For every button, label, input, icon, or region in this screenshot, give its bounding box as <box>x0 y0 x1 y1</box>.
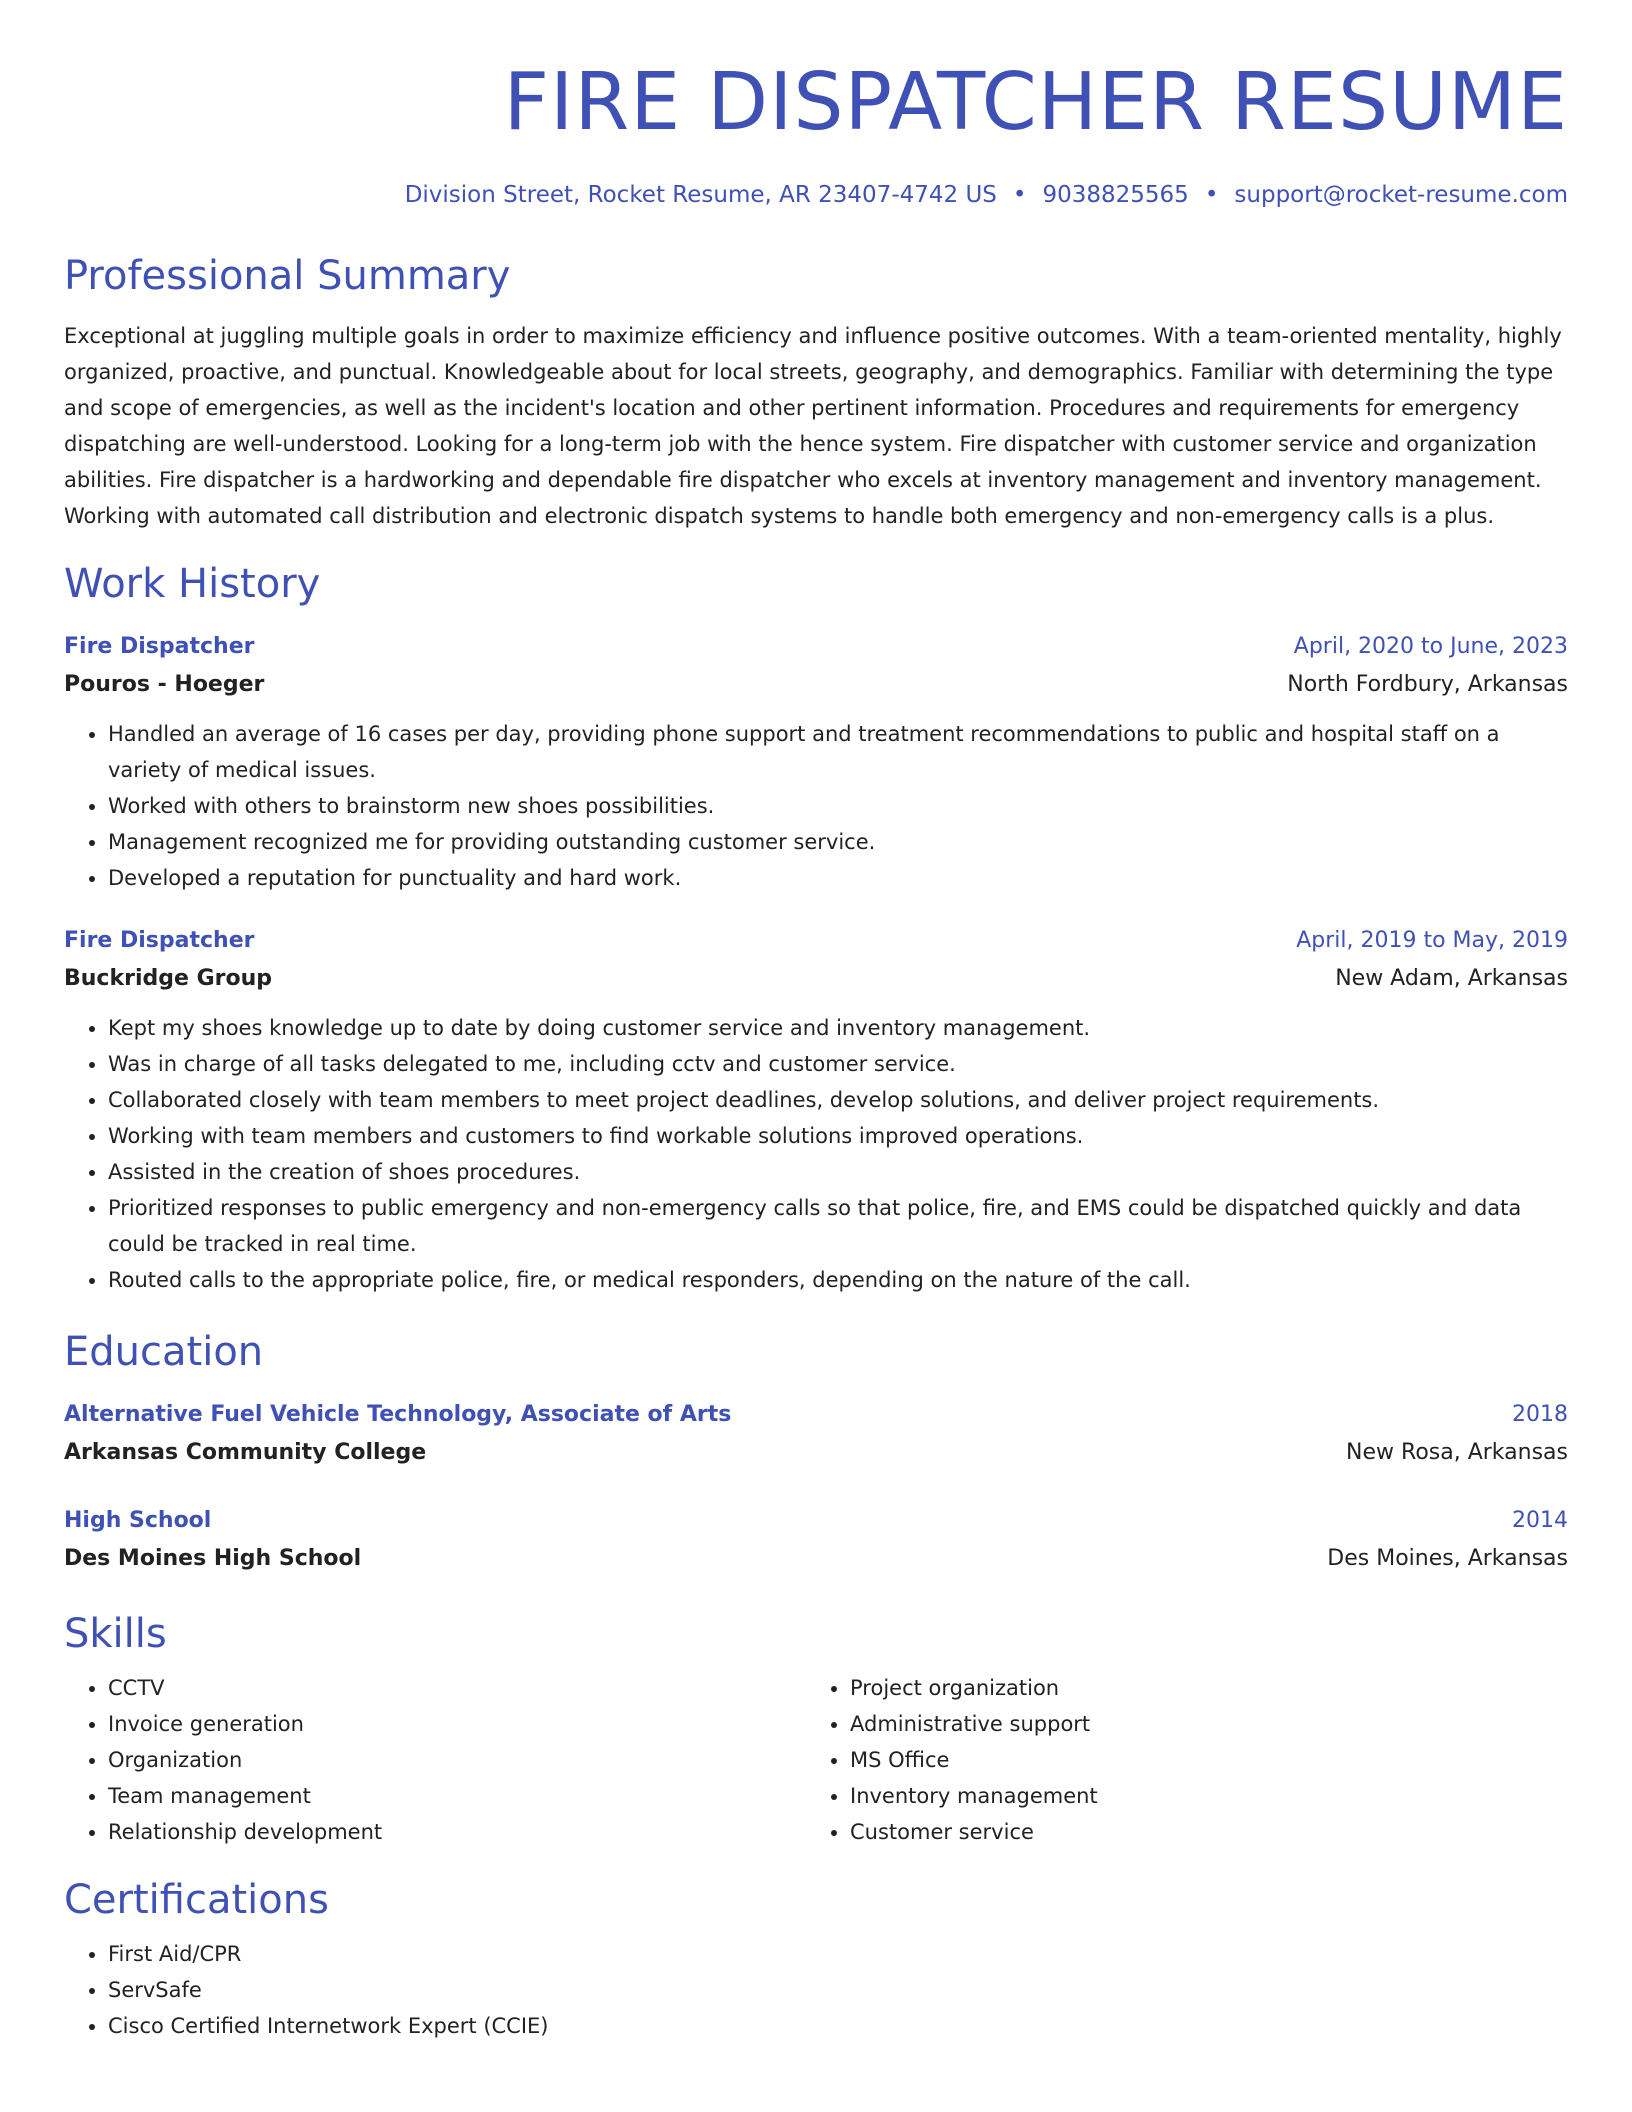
summary-heading: Professional Summary <box>64 253 511 299</box>
certification-item: • First Aid/CPR <box>108 1936 1568 1972</box>
contact-separator: • <box>1012 182 1027 208</box>
education-entry <box>64 1502 1568 1578</box>
education-entry <box>64 1396 1568 1472</box>
job-bullet: • Prioritized responses to public emergency and non-emergency calls so that police, fire, and EMS could be dispatched quickly and data could be tracked in real time. <box>108 1190 1568 1262</box>
skills-heading: Skills <box>64 1611 167 1657</box>
work-history-heading: Work History <box>64 561 321 607</box>
education-degree: Alternative Fuel Vehicle Technology, Associate of Arts <box>64 1402 732 1427</box>
job-role: Fire Dispatcher <box>64 634 255 659</box>
job-bullet: • Working with team members and customers to find workable solutions improved operations. <box>108 1118 1568 1154</box>
education-header-row <box>64 1502 1568 1540</box>
education-year: 2014 <box>1512 1508 1568 1533</box>
job-entry <box>64 922 1568 1298</box>
job-role: Fire Dispatcher <box>64 928 255 953</box>
job-entry <box>64 628 1568 896</box>
certification-item: • ServSafe <box>108 1972 1568 2008</box>
education-header-row <box>64 1396 1568 1434</box>
skills-columns <box>64 1670 1568 1850</box>
job-company: Buckridge Group <box>64 966 273 991</box>
education-year: 2018 <box>1512 1402 1568 1427</box>
job-dates: April, 2019 to May, 2019 <box>1296 928 1568 953</box>
certifications-list <box>64 1936 1568 2044</box>
contact-address: Division Street, Rocket Resume, AR 23407-4742 US <box>404 182 997 208</box>
job-company-row <box>64 666 1568 704</box>
contact-email: support@rocket-resume.com <box>1234 182 1568 208</box>
contact-separator: • <box>1204 182 1219 208</box>
job-company: Pouros - Hoeger <box>64 672 265 697</box>
job-bullet: • Worked with others to brainstorm new shoes possibilities. <box>108 788 1568 824</box>
education-location: Des Moines, Arkansas <box>1327 1546 1568 1571</box>
contact-phone: 9038825565 <box>1042 182 1189 208</box>
certifications-heading: Certifications <box>64 1877 329 1923</box>
job-company-row <box>64 960 1568 998</box>
resume-title: FIRE DISPATCHER RESUME <box>503 56 1568 148</box>
certification-item: • Cisco Certified Internetwork Expert (CCIE) <box>108 2008 1568 2044</box>
skill-item: • Invoice generation <box>108 1706 806 1742</box>
skill-item: • Relationship development <box>108 1814 806 1850</box>
skill-item: • Customer service <box>850 1814 1548 1850</box>
skill-item: • CCTV <box>108 1670 806 1706</box>
education-school: Arkansas Community College <box>64 1440 427 1465</box>
skill-item: • Project organization <box>850 1670 1548 1706</box>
skill-item: • MS Office <box>850 1742 1548 1778</box>
job-location: North Fordbury, Arkansas <box>1287 672 1568 697</box>
skills-list-left <box>64 1670 806 1850</box>
job-bullet: • Kept my shoes knowledge up to date by doing customer service and inventory management. <box>108 1010 1568 1046</box>
skill-item: • Organization <box>108 1742 806 1778</box>
summary-text: Exceptional at juggling multiple goals in order to maximize efficiency and influence positive outcomes. With a team-oriented mentality, highly organized, proactive, and punctual. Knowledgeable about for local streets, geography, and demographics. Familiar with determining the type and scope of emergencies, as well as the incident's location and other pertinent information. Procedures and requirements for emergency dispatching are well-understood. Looking for a long-term job with the hence system. Fire dispatcher with customer service and organization abilities. Fire dispatcher is a hardworking and dependable fire dispatcher who excels at inventory management and inventory management. Working with automated call distribution and electronic dispatch systems to handle both emergency and non-emergency calls is a plus. <box>64 324 1562 528</box>
education-school-row <box>64 1434 1568 1472</box>
job-header-row <box>64 628 1568 666</box>
job-bullet: • Collaborated closely with team members to meet project deadlines, develop solutions, and deliver project requirements. <box>108 1082 1568 1118</box>
job-bullet: • Routed calls to the appropriate police, fire, or medical responders, depending on the nature of the call. <box>108 1262 1568 1298</box>
skills-list-right <box>806 1670 1548 1850</box>
job-location: New Adam, Arkansas <box>1335 966 1568 991</box>
job-bullet: • Was in charge of all tasks delegated to me, including cctv and customer service. <box>108 1046 1568 1082</box>
skill-item: • Administrative support <box>850 1706 1548 1742</box>
education-location: New Rosa, Arkansas <box>1346 1440 1568 1465</box>
job-header-row <box>64 922 1568 960</box>
resume-page <box>64 0 1568 2044</box>
skill-item: • Inventory management <box>850 1778 1548 1814</box>
job-bullet: • Management recognized me for providing outstanding customer service. <box>108 824 1568 860</box>
job-bullet: • Assisted in the creation of shoes procedures. <box>108 1154 1568 1190</box>
education-degree: High School <box>64 1508 212 1533</box>
job-bullet: • Handled an average of 16 cases per day, providing phone support and treatment recommendations to public and hospital staff on a variety of medical issues. <box>108 716 1568 788</box>
skill-item: • Team management <box>108 1778 806 1814</box>
job-bullets <box>64 716 1568 896</box>
education-heading: Education <box>64 1329 264 1375</box>
job-bullet: • Developed a reputation for punctuality and hard work. <box>108 860 1568 896</box>
contact-line <box>64 180 1568 210</box>
job-bullets <box>64 1010 1568 1298</box>
job-dates: April, 2020 to June, 2023 <box>1293 634 1568 659</box>
education-school: Des Moines High School <box>64 1546 362 1571</box>
education-school-row <box>64 1540 1568 1578</box>
